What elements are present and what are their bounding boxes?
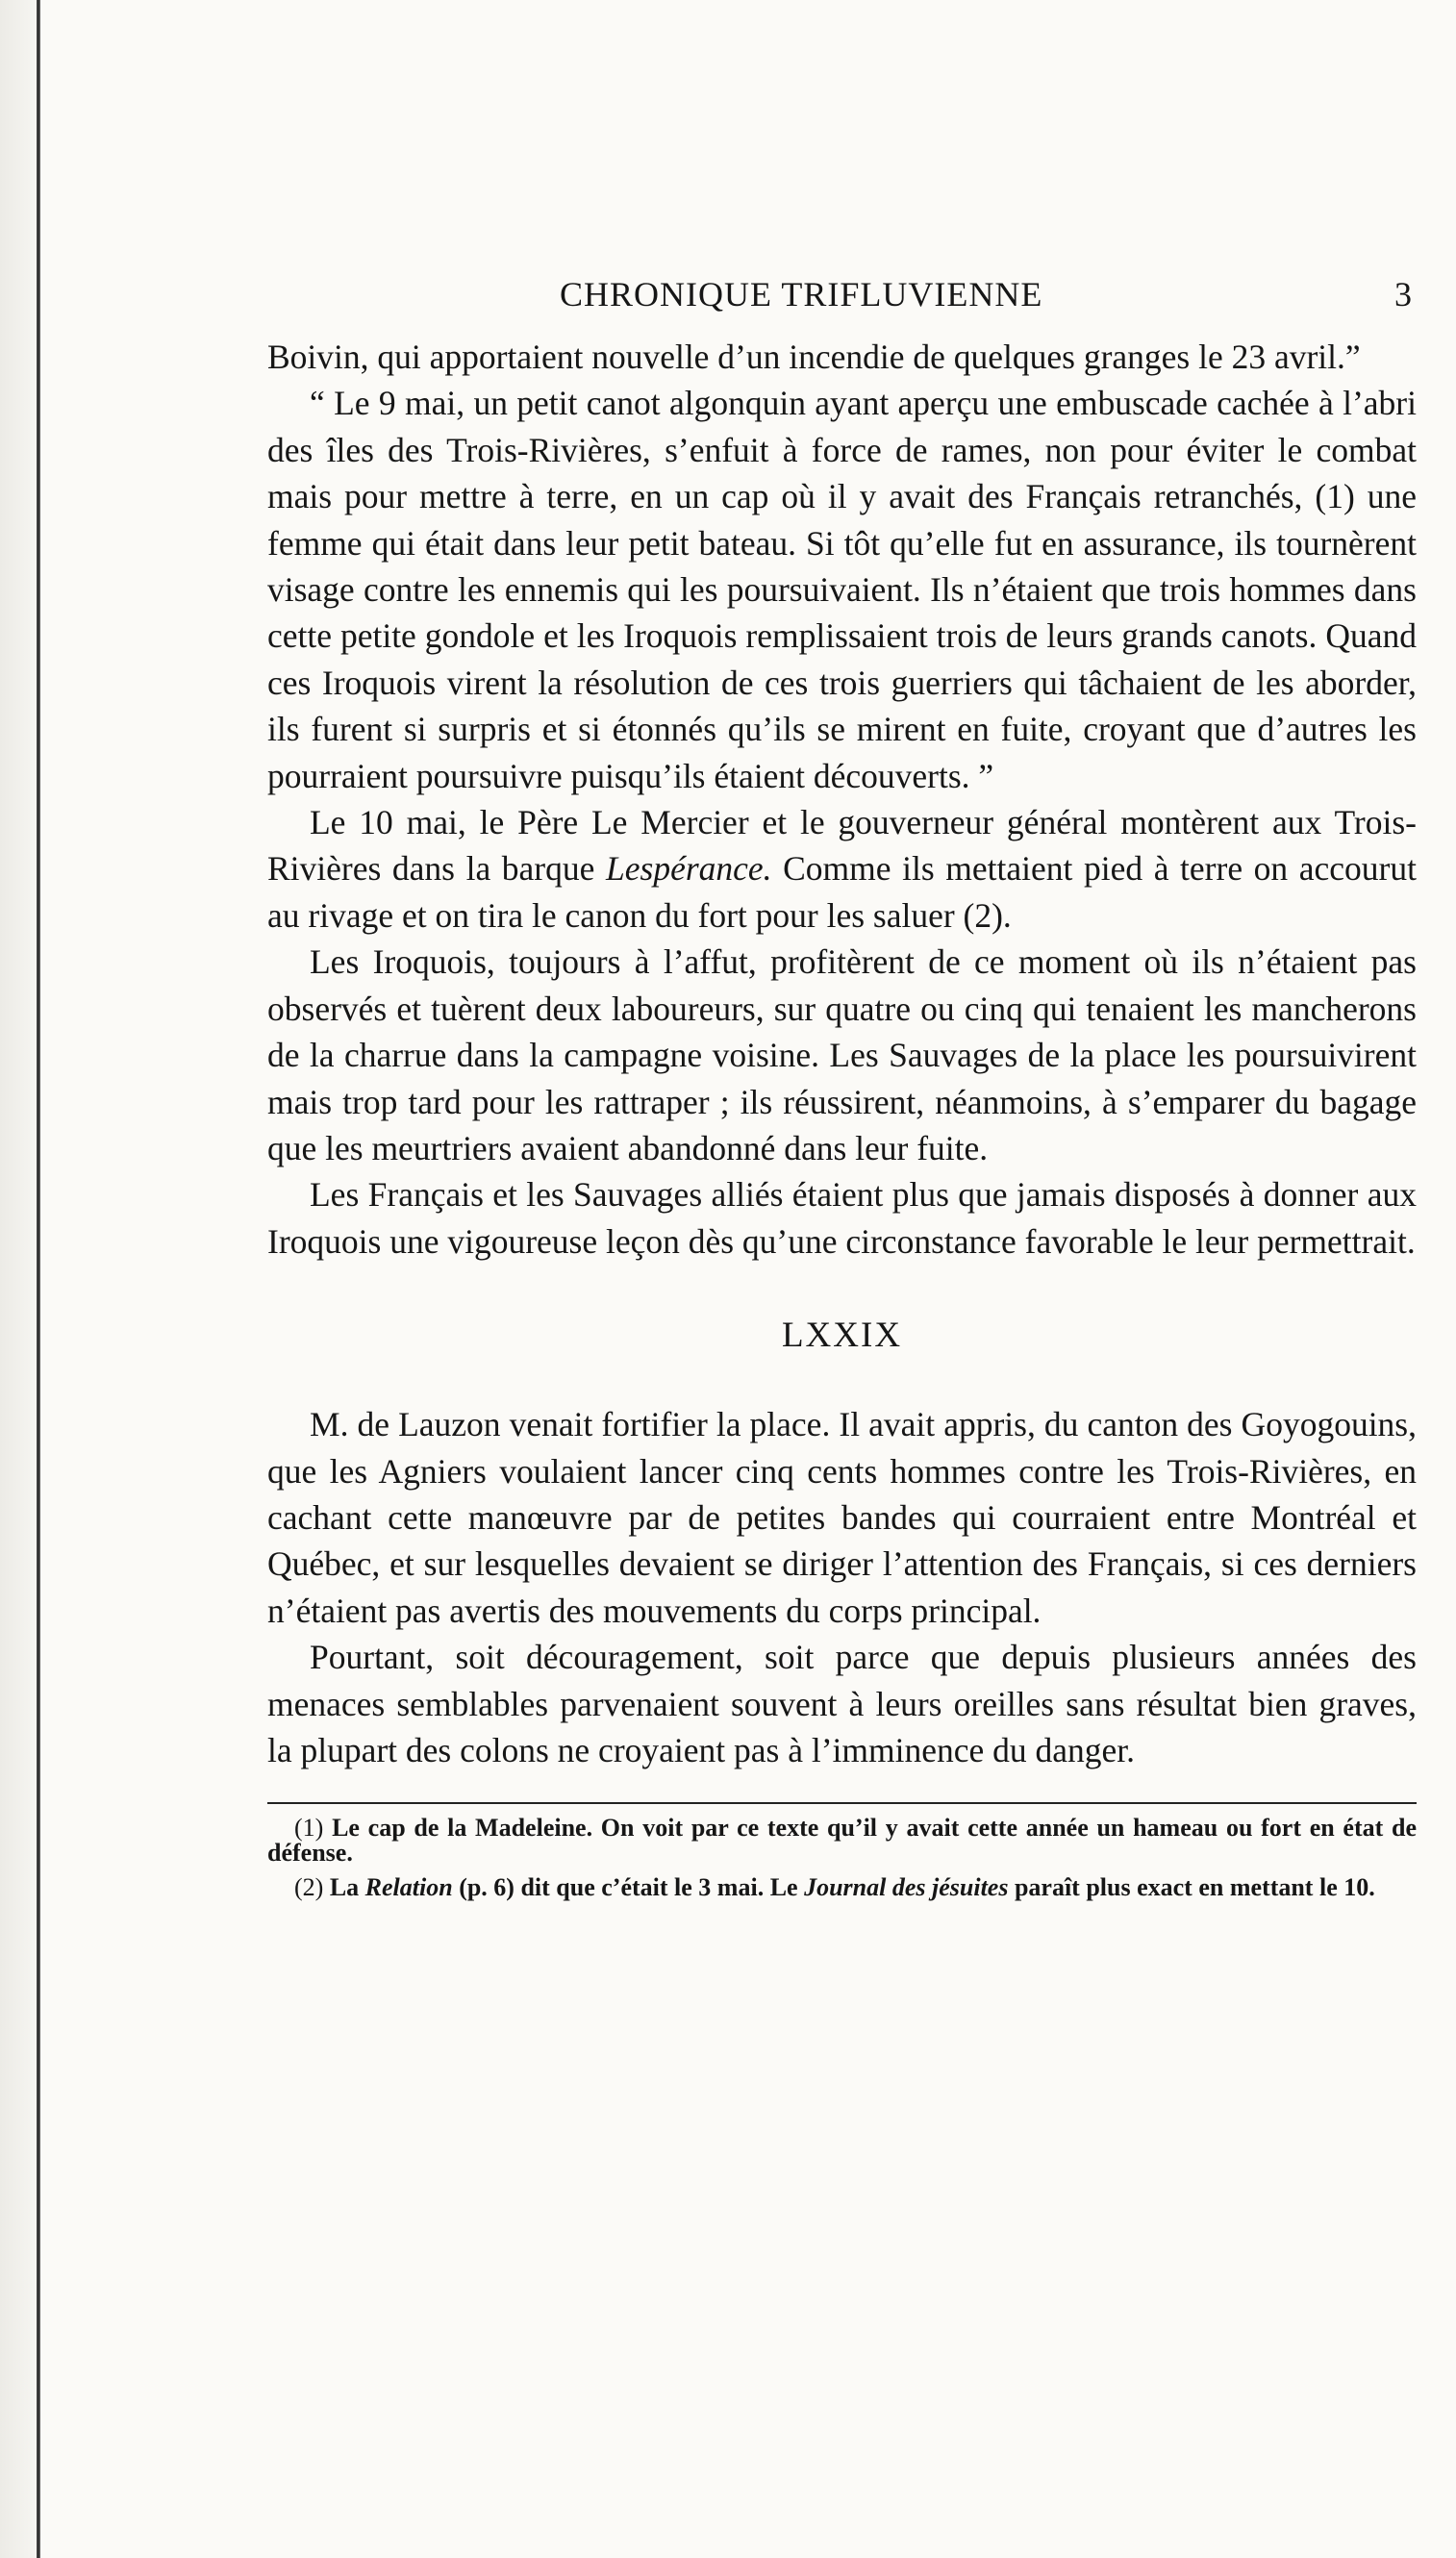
section-heading: LXXIX bbox=[781, 1316, 903, 1356]
footnote-2-marker: (2) bbox=[294, 1873, 324, 1902]
page-gutter-shadow bbox=[0, 0, 37, 2558]
footnote-1-text: Le cap de la Madeleine. On voit par ce texte qu’il y avait cette année un hameau ou fort en état de défense. bbox=[267, 1814, 1418, 1868]
body-paragraph-5: Les Français et les Sauvages alliés étaient plus que jamais disposés à donner aux Iroquois une vigoureuse leçon dès qu’une circonstance favorable le leur permettrait. bbox=[267, 1175, 1417, 1261]
body-paragraph-3-text-b: Comme ils mettaient pied à terre on accourut au rivage et on tira le canon du fort pour les saluer (2). bbox=[267, 849, 1417, 935]
body-paragraph-1: Boivin, qui apportaient nouvelle d’un incendie de quelques granges le 23 avril.” bbox=[267, 338, 1361, 376]
boat-name: Lespérance. bbox=[606, 849, 772, 889]
running-head-title: CHRONIQUE TRIFLUVIENNE bbox=[560, 275, 1043, 313]
footnote-2-text-c: paraît plus exact en mettant le 10. bbox=[1008, 1873, 1375, 1902]
body-paragraph-3-text-a: Le 10 mai, le Père Le Mercier et le gouverneur général montèrent aux Trois-Rivières dans la barque bbox=[267, 803, 1417, 889]
body-paragraph-3 bbox=[267, 799, 1417, 939]
footnote-2-text-b: (p. 6) dit que c’était le 3 mai. Le bbox=[452, 1873, 805, 1902]
page-number: 3 bbox=[1394, 275, 1413, 313]
footnote-1 bbox=[267, 1816, 1417, 1866]
footnote-divider bbox=[267, 1802, 1417, 1804]
running-head bbox=[267, 274, 1417, 320]
section-paragraph-2: Pourtant, soit découragement, soit parce que depuis plusieurs années des menaces semblables parvenaient souvent à leurs oreilles sans résultat bien graves, la plupart des colons ne croyaient pas à l’imminence du danger. bbox=[267, 1638, 1417, 1769]
body-paragraph-2: “ Le 9 mai, un petit canot algonquin ayant aperçu une embuscade cachée à l’abri des îles des Trois-Rivières, s’enfuit à force de rames, non pour éviter le combat mais pour mettre à terre, en un cap où il y avait des Français retranchés, (1) une femme qui était dans leur petit bateau. Si tôt qu’elle fut en assurance, ils tournèrent visage contre les ennemis qui les poursuivaient. Ils n’étaient que trois hommes dans cette petite gondole et les Iroquois remplissaient trois de leurs grands canots. Quand ces Iroquois virent la résolution de ces trois guerriers qui tâchaient de les aborder, ils furent si surpris et si étonnés qu’ils se mirent en fuite, croyant que d’autres les pourraient poursuivre puisqu’ils étaient découverts. ” bbox=[267, 384, 1417, 795]
footnote-2 bbox=[267, 1875, 1417, 1900]
body-paragraph-4: Les Iroquois, toujours à l’affut, profitèrent de ce moment où ils n’étaient pas observés et tuèrent deux laboureurs, sur quatre ou cinq qui tenaient les mancherons de la charrue dans la campagne voisine. Les Sauvages de la place les poursuivirent mais trop tard pour les rattraper ; ils réussirent, néanmoins, à s’emparer du bagage que les meurtriers avaient abandonné dans leur fuite. bbox=[267, 942, 1417, 1167]
footnote-2-text-a: La bbox=[329, 1873, 365, 1902]
footnote-2-italic-journal: Journal des jésuites bbox=[804, 1873, 1009, 1902]
footnote-1-marker: (1) bbox=[294, 1814, 324, 1843]
footnote-2-italic-relation: Relation bbox=[364, 1873, 453, 1902]
page-binding-edge bbox=[37, 0, 40, 2558]
section-paragraph-1: M. de Lauzon venait fortifier la place. Il avait appris, du canton des Goyogouins, que les Agniers voulaient lancer cinq cents hommes contre les Trois-Rivières, en cachant cette manœuvre par de petites bandes qui courraient entre Montréal et Québec, et sur lesquelles devaient se diriger l’attention des Français, si ces derniers n’étaient pas avertis des mouvements du corps principal. bbox=[267, 1405, 1417, 1630]
page-content bbox=[267, 274, 1417, 1910]
